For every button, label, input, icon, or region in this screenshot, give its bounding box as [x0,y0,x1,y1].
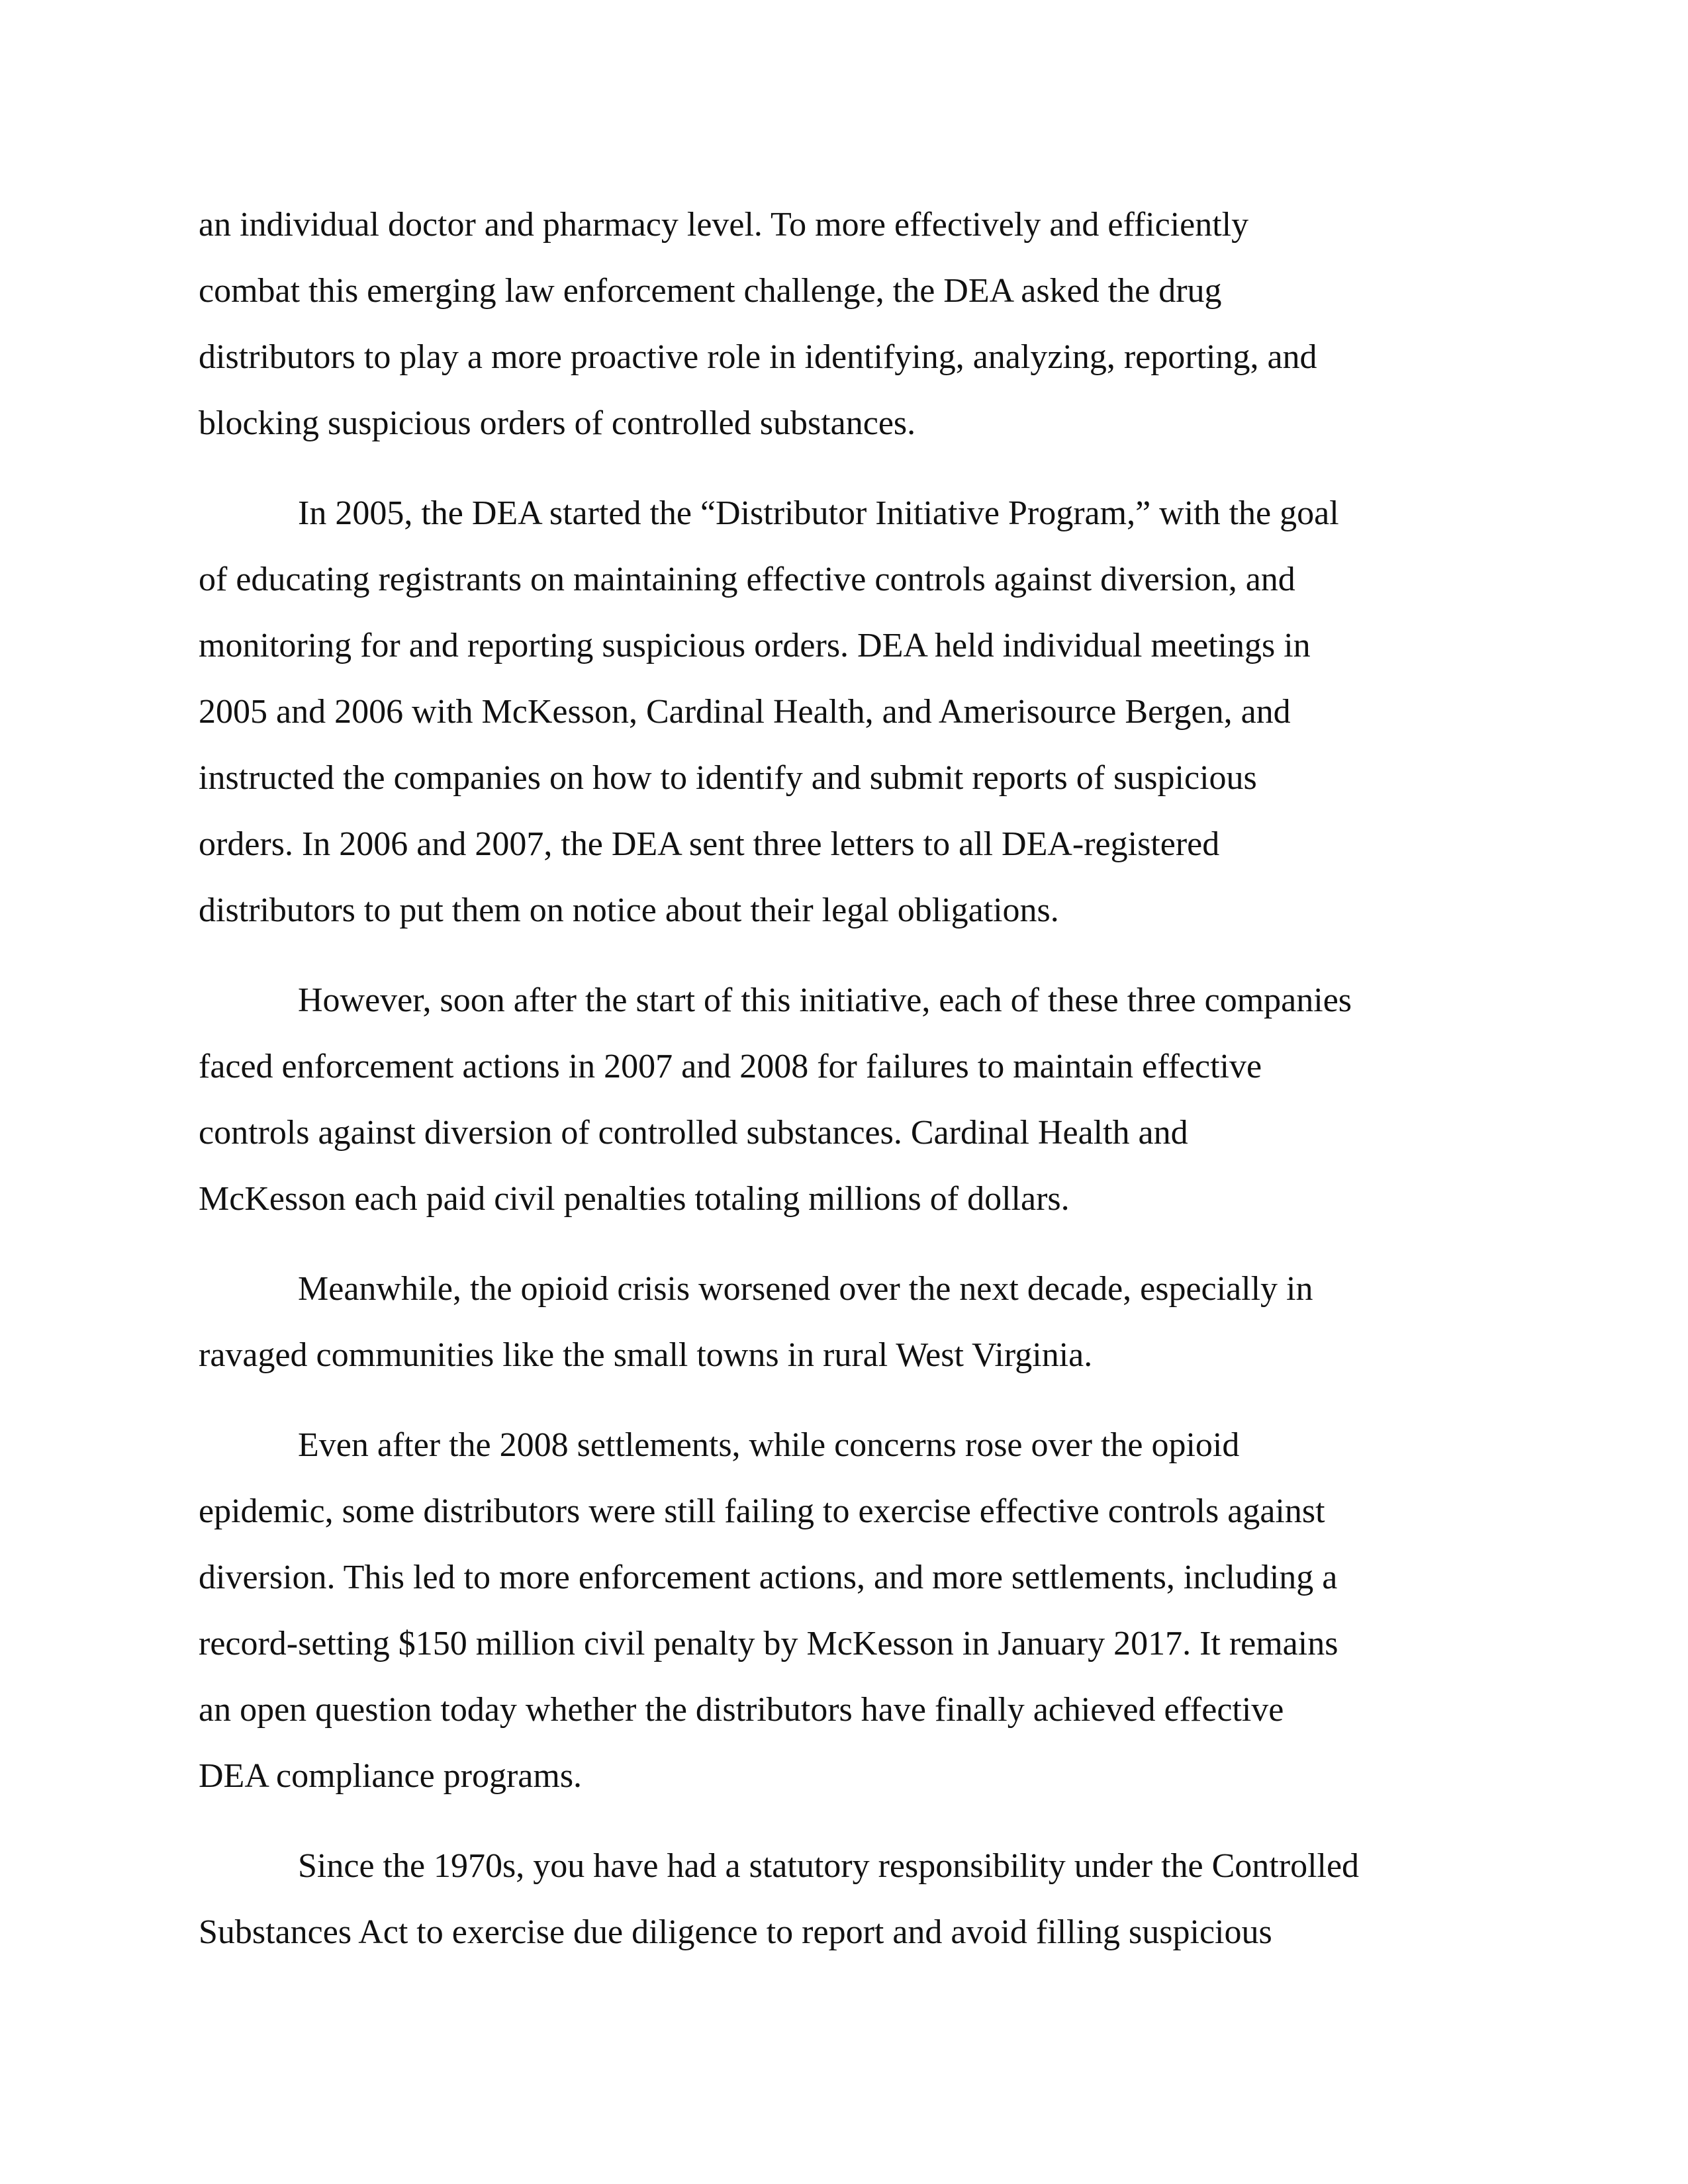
paragraph-5 [199,1412,1489,1809]
text-line: distributors to put them on notice about their legal obligations. [199,891,1059,929]
text-line: monitoring for and reporting suspicious orders. DEA held individual meetings in [199,627,1311,664]
text-line: diversion. This led to more enforcement actions, and more settlements, including a [199,1559,1338,1596]
text-line: McKesson each paid civil penalties totaling millions of dollars. [199,1180,1070,1218]
text-line: Since the 1970s, you have had a statutory responsibility under the Controlled [298,1847,1360,1885]
text-line: controls against diversion of controlled substances. Cardinal Health and [199,1114,1188,1152]
text-line: an individual doctor and pharmacy level. To more effectively and efficiently [199,206,1249,244]
text-line: 2005 and 2006 with McKesson, Cardinal Health, and Amerisource Bergen, and [199,693,1291,731]
text-line: combat this emerging law enforcement challenge, the DEA asked the drug [199,272,1222,310]
text-line: In 2005, the DEA started the “Distributor Initiative Program,” with the goal [298,494,1339,532]
text-line: ravaged communities like the small towns in rural West Virginia. [199,1336,1093,1374]
paragraph-6 [199,1833,1489,1966]
document-body [199,192,1489,1989]
text-line: epidemic, some distributors were still failing to exercise effective controls against [199,1492,1325,1530]
text-line: distributors to play a more proactive role in identifying, analyzing, reporting, and [199,338,1317,376]
text-line: instructed the companies on how to identify and submit reports of suspicious [199,759,1257,797]
text-line: blocking suspicious orders of controlled substances. [199,404,916,442]
text-line: Substances Act to exercise due diligence to report and avoid filling suspicious [199,1913,1272,1951]
text-line: Meanwhile, the opioid crisis worsened over the next decade, especially in [298,1270,1313,1308]
text-line: an open question today whether the distributors have finally achieved effective [199,1691,1284,1729]
text-line: record-setting $150 million civil penalty by McKesson in January 2017. It remains [199,1625,1338,1662]
paragraph-2 [199,480,1489,944]
text-line: However, soon after the start of this initiative, each of these three companies [298,981,1352,1019]
text-line: faced enforcement actions in 2007 and 2008 for failures to maintain effective [199,1048,1262,1085]
paragraph-1 [199,192,1489,457]
text-line: DEA compliance programs. [199,1757,583,1795]
paragraph-4 [199,1256,1489,1388]
text-line: Even after the 2008 settlements, while concerns rose over the opioid [298,1426,1240,1464]
text-line: of educating registrants on maintaining effective controls against diversion, and [199,561,1295,598]
text-line: orders. In 2006 and 2007, the DEA sent three letters to all DEA-registered [199,825,1220,863]
paragraph-3 [199,968,1489,1232]
